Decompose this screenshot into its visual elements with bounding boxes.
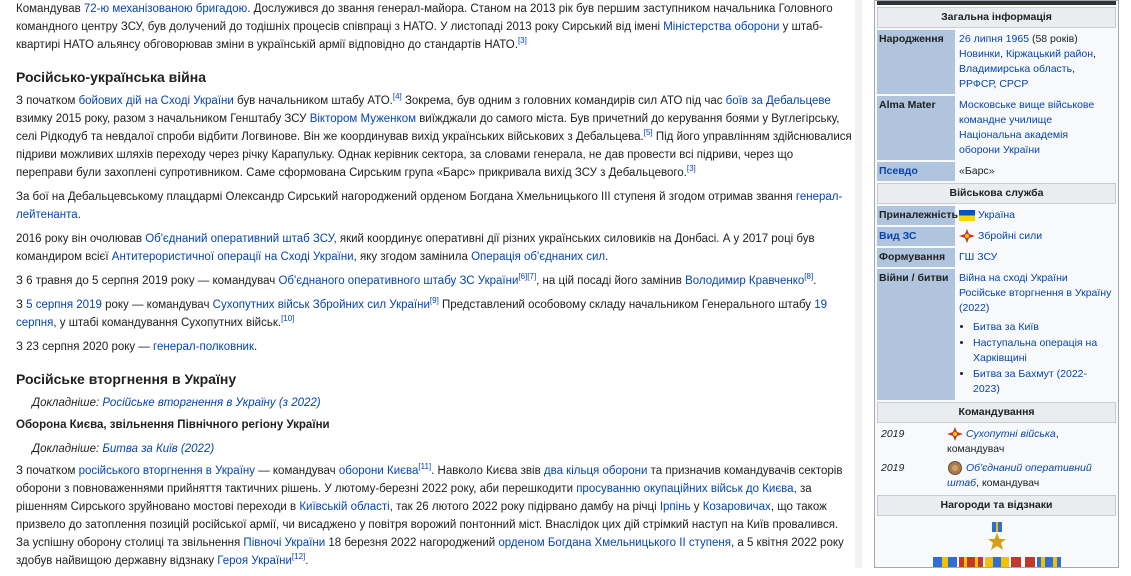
infobox-row-alias [877, 162, 1116, 181]
section-heading-russo-ukrainian-war: Російсько-українська війна [16, 69, 207, 85]
infobox-header-general: Загальна інформація [877, 7, 1116, 28]
link[interactable]: Битва за Бахмут (2022-2023) [973, 368, 1087, 395]
link[interactable]: Битва за Київ [973, 321, 1039, 333]
link[interactable]: два кільця оборони [543, 465, 648, 477]
text: . [605, 251, 609, 263]
command-year: 2019 [881, 428, 905, 440]
hero-star-medal-icon[interactable] [986, 522, 1008, 552]
link[interactable]: Сухопутних військ Збройних сил України [212, 299, 430, 311]
ribbon-icon [933, 557, 957, 568]
ribbon-icon [959, 557, 983, 568]
text: , що також призвело до затоплення позицій російської армії, чи висаджено у повітря ворожий понтонний міст. Внаслідок цих дій стрімкий наступ на Київ провалився. За успішну оборону столиці та звільнення [16, 501, 839, 549]
link[interactable]: Об'єднаного оперативного штабу ЗС України [278, 275, 519, 287]
text: , а 5 квітня 2022 року здобув найвищою державну відзнаку [16, 537, 844, 567]
infobox-label [877, 162, 955, 181]
text: року — командувач [101, 299, 213, 311]
infobox-value [955, 227, 1116, 246]
paragraph [16, 338, 852, 356]
text: — командувач [255, 465, 339, 477]
link[interactable]: просуванню окупаційних військ до Києва [576, 483, 794, 495]
branch-label-link[interactable]: Вид ЗС [879, 230, 917, 242]
scrollbar[interactable] [855, 0, 862, 568]
paragraph [16, 296, 852, 332]
article-content [16, 0, 852, 576]
text: у [690, 501, 703, 513]
paragraph [16, 272, 852, 290]
role-text: командувач [947, 443, 1005, 455]
paragraph [16, 188, 852, 224]
awards-block [875, 518, 1118, 568]
command-row [877, 427, 1116, 457]
text: . [254, 341, 258, 353]
infobox-row-wars [877, 269, 1116, 400]
ref-link[interactable]: [3] [686, 164, 696, 174]
paragraph [16, 462, 852, 570]
link[interactable]: Операція об'єднаних сил [471, 251, 606, 263]
link[interactable]: Національна академія оборони України [959, 129, 1069, 156]
ref-link[interactable]: [4] [392, 92, 402, 102]
infobox-value [955, 269, 1116, 400]
infobox-image-edge [877, 1, 1116, 5]
ribbon-icon [1037, 557, 1061, 568]
text: . Дослужився до звання генерал-майора. Станом на 2013 рік був першим заступником начальника Головного командного центру ЗСУ, був долучений до тодішніх процесів співпраці з НАТО. У листопаді 2013 року Сирський від імені [16, 3, 833, 33]
battles-list [959, 320, 1112, 397]
ribbon-icon [1011, 557, 1035, 568]
infobox-row-formation [877, 248, 1116, 267]
link[interactable]: Об'єднаний оперативний штаб [947, 462, 1092, 489]
link[interactable]: 19 серпня [16, 299, 828, 329]
paragraph [16, 92, 852, 182]
link[interactable]: Україна [978, 209, 1016, 221]
list-item [973, 367, 1112, 397]
link[interactable]: російського вторгнення в Україну [78, 465, 255, 477]
text: Докладніше: [32, 443, 103, 455]
command-value: Сухопутні війська, командувач [947, 428, 1059, 455]
infobox-row-branch [877, 227, 1116, 246]
infobox-row-allegiance [877, 206, 1116, 225]
link[interactable]: Антитерористичної операції на Сході України [111, 251, 354, 263]
text: . [813, 275, 817, 287]
infobox [874, 0, 1119, 568]
text: , на цій посаді його замінив [536, 275, 686, 287]
link[interactable]: Київській області [299, 501, 390, 513]
link[interactable]: Віктором Муженком [309, 113, 416, 125]
text: З [16, 299, 27, 311]
link[interactable]: Новинки [959, 48, 1001, 60]
text: , яку згодом замінила [353, 251, 472, 263]
link[interactable]: Російське вторгнення в Україну (з 2022) [102, 397, 321, 409]
text: Представлений особовому складу начальником Генерального штабу [438, 299, 815, 311]
infobox-value [955, 248, 1116, 267]
text: , у штабі командування Сухопутних військ. [53, 317, 282, 329]
text: взимку 2015 року, разом з начальником Генштабу ЗСУ [16, 113, 310, 125]
armed-forces-emblem-icon [959, 229, 975, 243]
infobox-value [955, 96, 1116, 160]
text: 2016 року він очолював [16, 233, 146, 245]
intro-paragraph [16, 0, 852, 54]
text: був начальником штабу АТО. [233, 95, 393, 107]
alias-label-link[interactable]: Псевдо [879, 165, 918, 177]
link[interactable]: боїв за Дебальцеве [725, 95, 831, 107]
link[interactable]: Збройні сили [978, 230, 1043, 242]
infobox-row-birth [877, 30, 1116, 94]
ribbon-row [875, 557, 1118, 568]
birth-date-link[interactable]: 26 липня 1965 [959, 33, 1030, 45]
link[interactable]: орденом Богдана Хмельницького II ступеня [498, 537, 731, 549]
infobox-value: 26 липня 1965 (58 років) Новинки, Кіржацький район, Владимирська область, РРФСР, СРСР [959, 33, 1096, 90]
link[interactable]: оборони Києва [338, 465, 419, 477]
infobox-header-awards: Нагороди та відзнаки [877, 495, 1116, 516]
text: З початком [16, 465, 79, 477]
infobox-header-service: Військова служба [877, 183, 1116, 204]
link[interactable]: Московське вище військове командне училище [959, 99, 1095, 126]
text: та призначив командувачів секторів оборони з повноваженнями прийняття тактичних рішень. У лютому-березні 2022 року, аби перешкодити [16, 465, 843, 495]
text: , за рішенням Сирського зруйновано мостові переходи в [16, 483, 812, 513]
link[interactable]: Об'єднаний оперативний штаб ЗСУ [145, 233, 334, 245]
subsection-heading: Оборона Києва, звільнення Північного регіону України [16, 419, 330, 431]
text: виїжджали до самого міста. Був причетний до керування боями у Вуглегірську, селі Рідкодуб та невдалої спроби відбити Логвинове. Він же координував вихід українських військових з Дебальцева. [16, 113, 840, 143]
hatnote [32, 394, 852, 412]
text: у штаб-квартирі НАТО альянсу обговорював зміни в українській армії відповідно до стандартів НАТО. [16, 21, 823, 51]
link[interactable]: бойових дій на Сході України [78, 95, 234, 107]
ref-link[interactable]: [3] [517, 36, 527, 46]
ref-link[interactable]: [6][7] [518, 272, 537, 282]
link-ministry-defense[interactable]: Міністерства оборони [663, 21, 780, 33]
text: За бої на Дебальцевському плацдармі Олександр Сирський нагороджений орденом Богдана Хмельницького III ступеня й згодом отримав звання [16, 191, 796, 203]
link[interactable]: Півночі України [243, 537, 326, 549]
text: 18 березня 2022 нагороджений [325, 537, 499, 549]
link[interactable]: генерал-лейтенанта [16, 191, 843, 221]
list-item [973, 336, 1112, 366]
infobox-row-alma-mater [877, 96, 1116, 160]
age-text: (58 років) [1029, 33, 1078, 45]
link[interactable]: Війна на сході України Російське вторгнення в Україну (2022) [959, 272, 1112, 314]
ref-link[interactable]: [9] [429, 296, 439, 306]
text: З 6 травня до 5 серпня 2019 року — командувач [16, 275, 279, 287]
command-row [877, 461, 1116, 491]
link[interactable]: 5 серпня 2019 [26, 299, 102, 311]
text: З 23 серпня 2020 року — [16, 341, 154, 353]
text: Зокрема, був одним з головних командирів сил АТО під час [401, 95, 726, 107]
text: Під його управлінням здійснювалися підриви можливих шляхів переходу через річку Карапульку. Однак керівник сектора, за словами генерала, не дав провести всі підриви, через що переправи були захоплені супротивником. Саме сформована Сирським група «Барс» прикривала вихід ЗСУ з Дебальцевого. [16, 131, 852, 179]
role-text: командувач [981, 477, 1040, 489]
link[interactable]: Битва за Київ (2022) [102, 443, 215, 455]
command-value: Об'єднаний оперативний штаб, командувач [947, 462, 1092, 489]
text: Командував [16, 3, 84, 15]
infobox-label [877, 227, 955, 246]
link[interactable]: СРСР [999, 78, 1029, 90]
link[interactable]: ГШ ЗСУ [959, 251, 998, 263]
text: , так 26 лютого 2022 року підірвано дамбу на річці [389, 501, 660, 513]
text: . Навколо Києва звів [431, 465, 544, 477]
link[interactable]: Наступальна операція на Харківщині [973, 337, 1098, 364]
link[interactable]: Козаровичах [702, 501, 771, 513]
text: З початком [16, 95, 79, 107]
link[interactable]: Кіржацький район [1005, 48, 1094, 60]
text: Докладніше: [32, 397, 103, 409]
link[interactable]: Ірпінь [659, 501, 691, 513]
infobox-value: «Барс» [959, 165, 995, 177]
link[interactable]: Героя України [217, 555, 292, 567]
infobox-label: Приналежність [877, 206, 955, 225]
link[interactable]: Володимир Кравченко [685, 275, 805, 287]
command-year: 2019 [881, 462, 905, 474]
text: . [305, 555, 309, 567]
joint-hq-emblem-icon [947, 461, 963, 475]
section-heading-russian-invasion: Російське вторгнення в Україну [16, 371, 237, 387]
infobox-label: Alma Mater [877, 96, 955, 160]
infobox-value [955, 206, 1116, 225]
link[interactable]: Сухопутні війська [966, 428, 1056, 440]
ref-link[interactable]: [10] [281, 314, 295, 324]
ribbon-icon [985, 557, 1009, 568]
ref-link[interactable]: [11] [418, 462, 432, 472]
infobox-label: Формування [877, 248, 955, 267]
infobox-label: Війни / битви [877, 269, 955, 400]
ref-link[interactable]: [5] [643, 128, 653, 138]
list-item [973, 320, 1112, 335]
link[interactable]: РРФСР [959, 78, 994, 90]
infobox-header-command: Командування [877, 402, 1116, 423]
army-emblem-icon [947, 427, 963, 441]
ref-link[interactable]: [12] [291, 552, 306, 562]
link-72-brigade[interactable]: 72-ю механізованою бригадою [83, 3, 248, 15]
text: , який координує оперативні дії різних українських силовиків на Донбасі. А у 2017 році був командиром всієї [16, 233, 815, 263]
ref-link[interactable]: [8] [804, 272, 814, 282]
infobox-label: Народження [877, 30, 955, 94]
ukraine-flag-icon [959, 210, 975, 221]
link[interactable]: Владимирська область [959, 63, 1073, 75]
hatnote [32, 440, 852, 458]
paragraph [16, 230, 852, 266]
text: . [77, 209, 81, 221]
link[interactable]: генерал-полковник [153, 341, 255, 353]
